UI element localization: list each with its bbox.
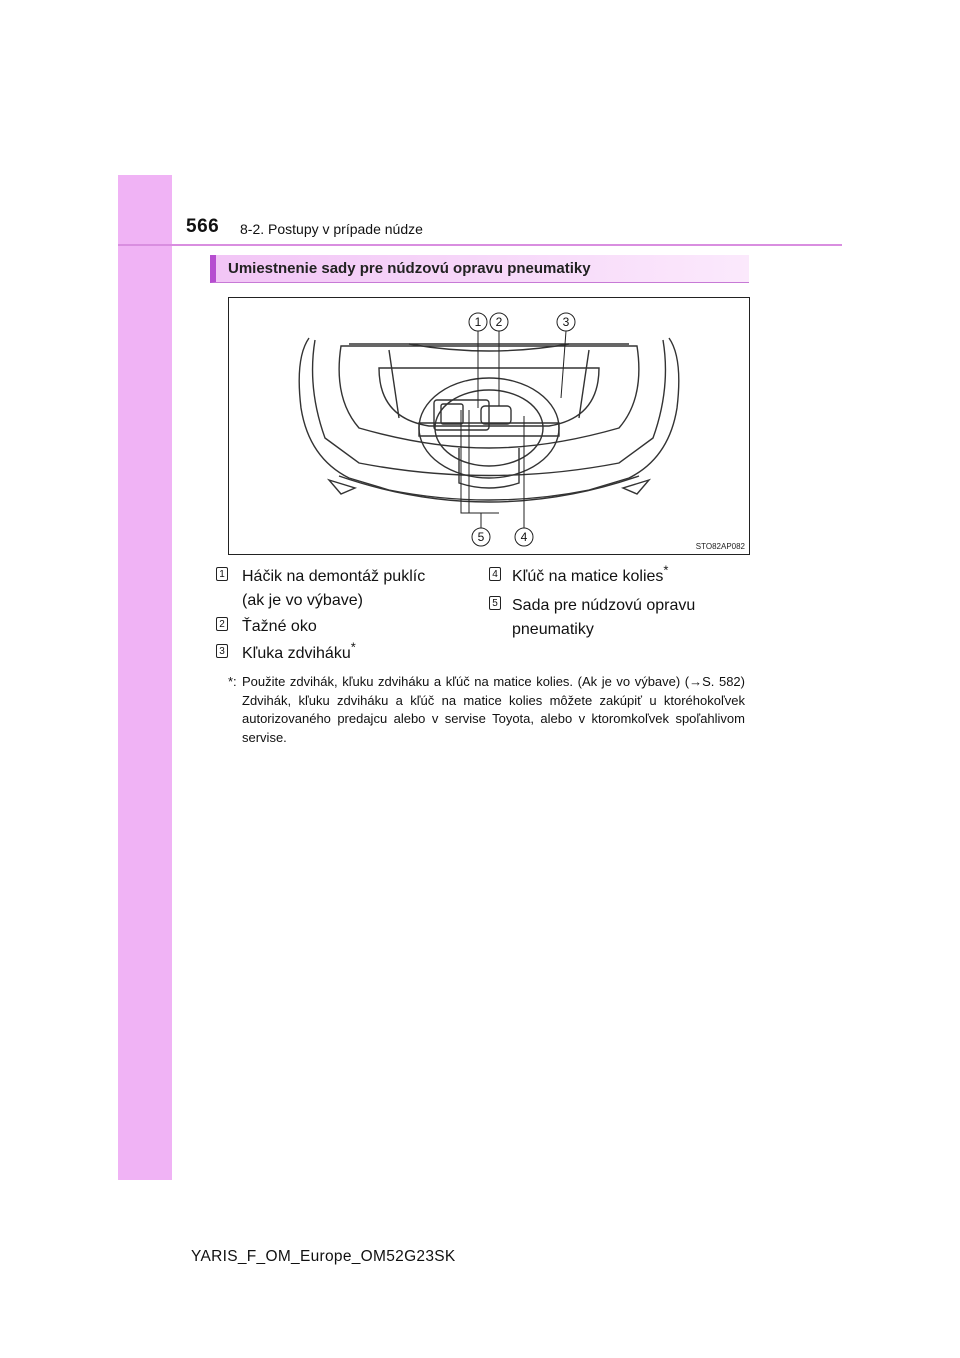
asterisk-mark: *: [663, 562, 669, 578]
legend-text: Sada pre núdzovú opravu: [512, 597, 696, 614]
legend-text: Háčik na demontáž puklíc: [242, 568, 426, 585]
subheading-title: Umiestnenie sady pre núdzovú opravu pneumatiky: [228, 260, 591, 277]
legend-text-line2: pneumatiky: [512, 621, 594, 638]
legend-text: Kľúč na matice kolies: [512, 568, 664, 585]
legend-text: Kľuka zdviháku: [242, 645, 351, 662]
side-tab-band: [118, 175, 172, 1180]
legend-number: 5: [489, 596, 501, 610]
legend-text-row: [242, 639, 356, 665]
trunk-illustration: [228, 297, 750, 555]
subheading-box: [210, 255, 749, 283]
legend-number: 4: [489, 567, 501, 581]
legend-text-line2: (ak je vo výbave): [242, 592, 363, 609]
footnote-mark: *:: [228, 674, 237, 689]
document-footer: YARIS_F_OM_Europe_OM52G23SK: [191, 1248, 456, 1265]
legend-number: 3: [216, 644, 228, 658]
asterisk-mark: *: [350, 639, 356, 655]
legend-text-row: [512, 562, 669, 588]
legend-number: 1: [216, 567, 228, 581]
callout-3: 3: [562, 315, 570, 329]
callout-4: 4: [520, 530, 528, 544]
footnote-text: Použite zdvihák, kľuku zdviháku a kľúč na matice kolies. (Ak je vo výbave) (→S. 582) Zdvihák, kľuku zdviháku a kľúč na matice kolies môžete zakúpiť u ktoréhokoľvek autorizovaného predajcu alebo v servise Toyota, alebo v ktoromkoľvek spoľahlivom servise.: [242, 674, 745, 745]
header-divider: [118, 244, 842, 246]
callout-5: 5: [477, 530, 485, 544]
section-title: 8-2. Postupy v prípade núdze: [240, 221, 423, 237]
page-number: 566: [186, 216, 220, 237]
legend-text: Ťažné oko: [242, 618, 317, 635]
footnote: [228, 673, 745, 747]
figure-code: STO82AP082: [695, 542, 745, 551]
callout-2: 2: [495, 315, 503, 329]
callout-1: 1: [474, 315, 482, 329]
legend-number: 2: [216, 617, 228, 631]
trunk-drawing: [229, 298, 751, 556]
